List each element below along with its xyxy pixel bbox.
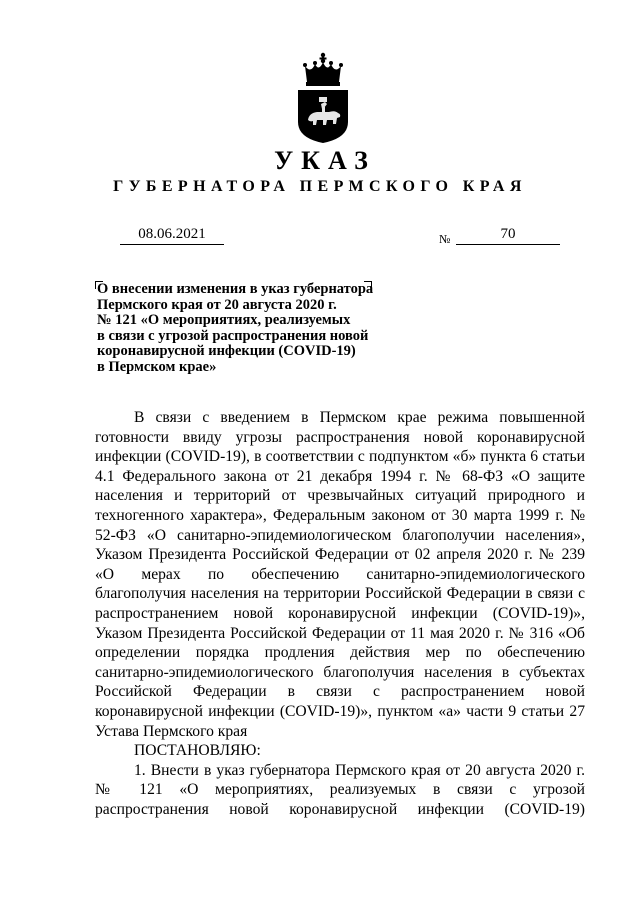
document-body	[95, 408, 585, 819]
decree-word: ПОСТАНОВЛЯЮ:	[134, 742, 261, 760]
subject-line: коронавирусной инфекции (COVID-19)	[97, 343, 356, 359]
document-subject	[97, 282, 397, 375]
document-date: 08.06.2021	[120, 226, 224, 245]
subject-line: Пермского края от 20 августа 2020 г.	[97, 296, 337, 313]
subject-line: в Пермском крае»	[97, 358, 217, 375]
document-title: УКАЗ	[274, 146, 376, 175]
document-number: 70	[456, 226, 560, 245]
subject-line: О внесении изменения в указ губернатора	[97, 281, 374, 297]
item-1-paragraph: 1. Внести в указ губернатора Пермского края от 20 августа 2020 г. № 121 «О мероприятиях, реализуемых в связи с угрозой распространения новой коронавирусной инфекции (COVID-19)	[95, 761, 585, 818]
number-sign: №	[439, 232, 451, 246]
subject-line: в связи с угрозой распространения новой	[97, 327, 369, 344]
preamble-paragraph: В связи с введением в Пермском крае режима повышенной готовности ввиду угрозы распространения новой коронавирусной инфекции (COVID-19), в соответствии с подпунктом «б» пункта 6 статьи 4.1 Федерального закона от 21 декабря 1994 г. № 68-ФЗ «О защите населения и территорий от чрезвычайных ситуаций природного и техногенного характера», Федеральным законом от 30 марта 1999 г. № 52-ФЗ «О санитарно-эпидемиологическом благополучии населения», Указом Президента Российской Федерации от 02 апреля 2020 г. № 239 «О мерах по обеспечению санитарно-эпидемиологического благополучия населения на территории Российской Федерации в связи с распространением новой коронавирусной инфекции (COVID-19)», Указом Президента Российской Федерации от 11 мая 2020 г. № 316 «Об определении порядка продления действия мер по обеспечению санитарно-эпидемиологического благополучия населения в субъектах Российской Федерации в связи с распространением новой коронавирусной инфекции (COVID-19)», пунктом «а» части 9 статьи 27 Устава Пермского края	[95, 409, 585, 740]
document-issuer: ГУБЕРНАТОРА ПЕРМСКОГО КРАЯ	[113, 178, 527, 195]
subject-line: № 121 «О мероприятиях, реализуемых	[97, 312, 351, 328]
perm-krai-coat-of-arms-icon	[291, 52, 355, 144]
